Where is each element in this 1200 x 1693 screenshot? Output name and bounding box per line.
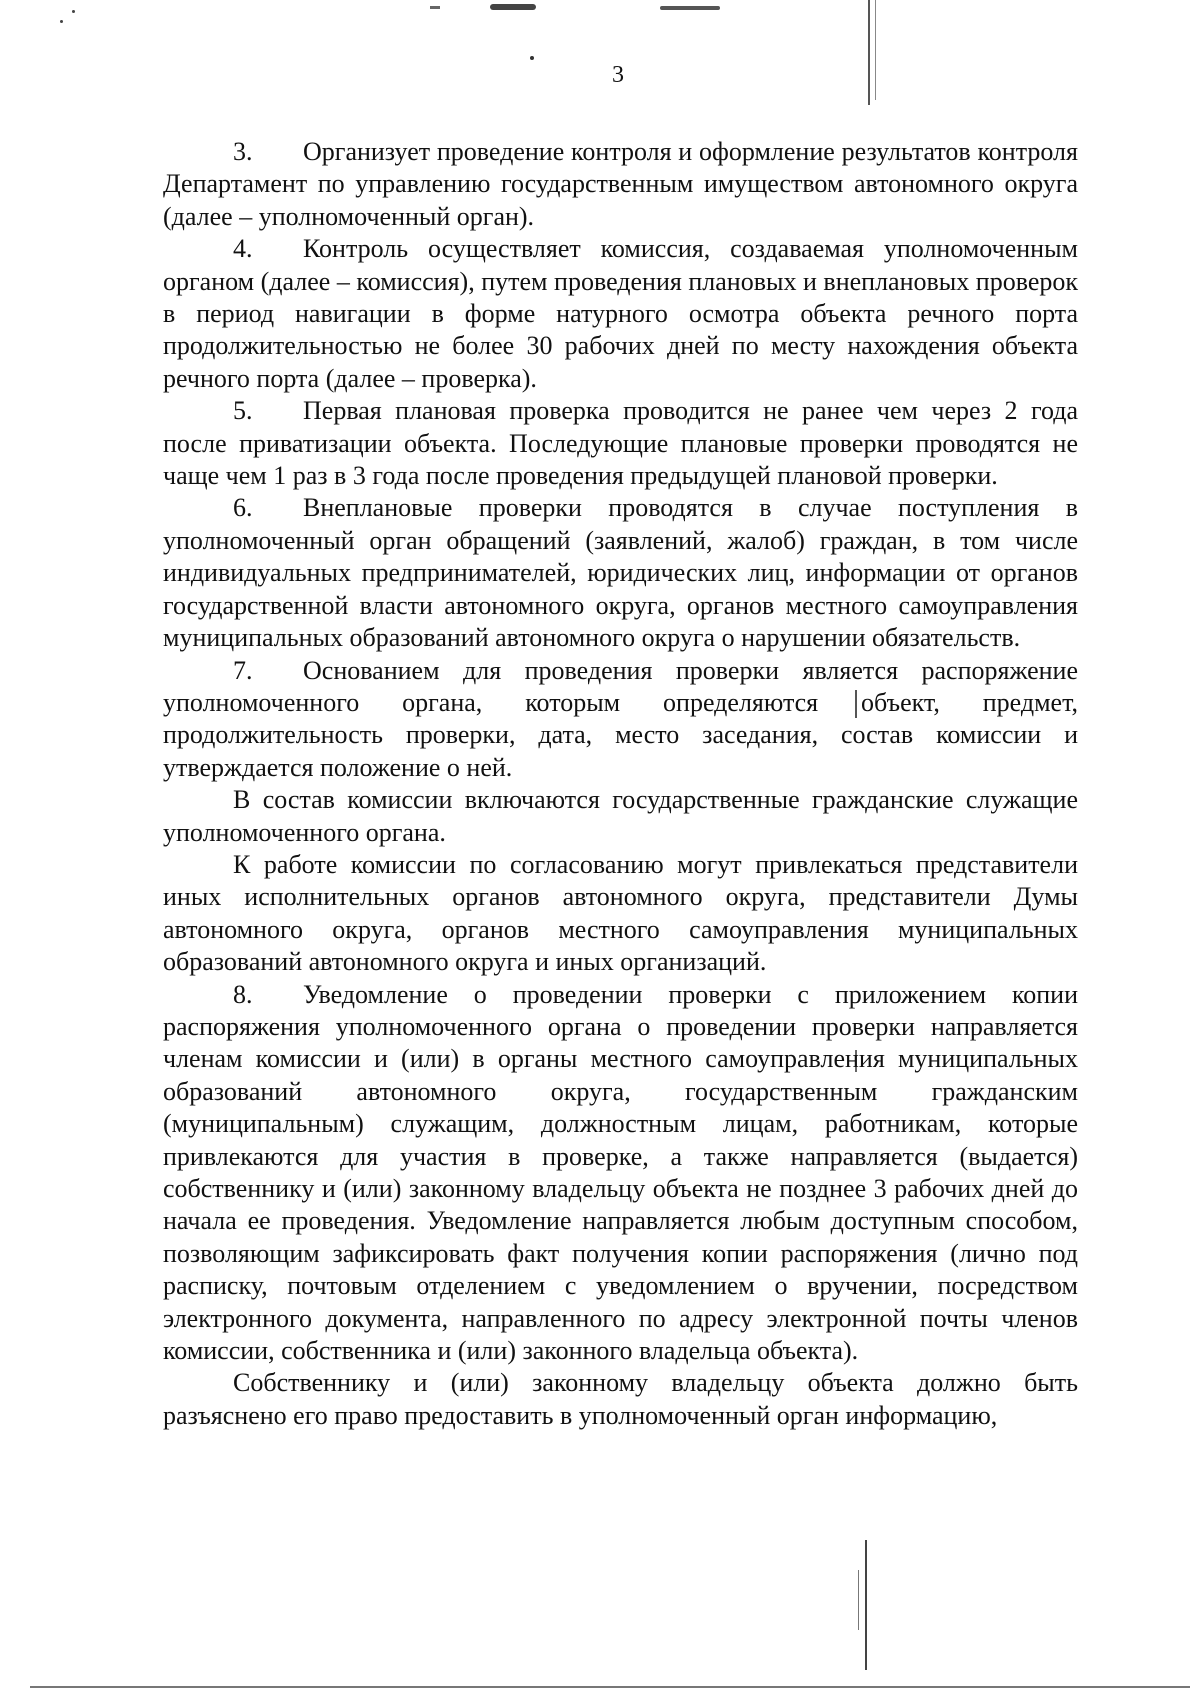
paragraph	[163, 1367, 1078, 1432]
scan-artifact-smudge	[430, 6, 440, 9]
scan-artifact-dot	[72, 10, 75, 13]
page-number: 3	[612, 62, 624, 88]
paragraph-text: Внеплановые проверки проводятся в случае поступления в уполномоченный орган обращений (заявлений, жалоб) граждан, в том числе индивидуальных предпринимателей, юридических лиц, информации от органов государственной власти автономного округа, органов местного самоуправления муниципальных образований автономного округа о нарушении обязательств.	[163, 493, 1078, 653]
document-body	[163, 136, 1078, 1432]
paragraph	[163, 395, 1078, 492]
paragraph-number: 5.	[233, 396, 253, 426]
paragraph	[163, 233, 1078, 395]
scan-artifact-line	[865, 1540, 867, 1670]
paragraph-text: Организует проведение контроля и оформление результатов контроля Департамент по управлению государственным имуществом автономного округа (далее – уполномоченный орган).	[163, 137, 1078, 231]
paragraph-number: 6.	[233, 493, 253, 523]
paragraph	[163, 655, 1078, 785]
paragraph	[163, 492, 1078, 654]
paragraph	[163, 136, 1078, 233]
paragraph-text: Основанием для проведения проверки является распоряжение уполномоченного органа, которым определяются объект, предмет, продолжительность проверки, дата, место заседания, состав комиссии и утверждается положение о ней.	[163, 655, 1078, 782]
paragraph	[163, 979, 1078, 1368]
paragraph-text: Собственнику и (или) законному владельцу объекта должно быть разъяснено его право предоставить в уполномоченный орган информацию,	[163, 1368, 1078, 1430]
scan-artifact-smudge	[490, 4, 536, 10]
paragraph	[163, 849, 1078, 979]
scan-artifact-edge	[30, 1686, 1190, 1688]
paragraph-text: Контроль осуществляет комиссия, создаваемая уполномоченным органом (далее – комиссия), путем проведения плановых и внеплановых проверок в период навигации в форме натурного осмотра объекта речного порта продолжительностью не более 30 рабочих дней по месту нахождения объекта речного порта (далее – проверка).	[163, 234, 1078, 393]
paragraph-number: 3.	[233, 137, 253, 166]
scan-artifact-line	[858, 1570, 859, 1630]
scan-artifact-smudge	[660, 6, 720, 10]
paragraph-number: 7.	[233, 655, 253, 685]
paragraph-text: К работе комиссии по согласованию могут привлекаться представители иных исполнительных органов автономного округа, представители Думы автономного округа, органов местного самоуправления муниципальных образований автономного округа и иных организаций.	[163, 849, 1078, 977]
paragraph-text: Первая плановая проверка проводится не ранее чем через 2 года после приватизации объекта. Последующие плановые проверки проводятся не чаще чем 1 раз в 3 года после проведения предыдущей плановой проверки.	[163, 396, 1078, 491]
paragraph-number: 8.	[233, 979, 253, 1009]
paragraph-number: 4.	[233, 234, 253, 264]
paragraph-text: В состав комиссии включаются государственные гражданские служащие уполномоченного органа.	[163, 785, 1078, 847]
paragraph	[163, 784, 1078, 849]
scan-artifact-dot	[60, 20, 63, 23]
paragraph-text: Уведомление о проведении проверки с приложением копии распоряжения уполномоченного органа о проведении проверки направляется членам комиссии и (или) в органы местного самоуправления муниципальных образований автономного округа, государственным гражданским (муниципальным) служащим, должностным лицам, работникам, которые привлекаются для участия в проверке, а также направляется (выдается) собственнику и (или) законному владельцу объекта не позднее 3 рабочих дней до начала ее проведения. Уведомление направляется любым доступным способом, позволяющим зафиксировать факт получения копии распоряжения (лично под расписку, почтовым отделением с уведомлением о вручении, посредством электронного документа, направленного по адресу электронной почты членов комиссии, собственника и (или) законного владельца объекта).	[163, 979, 1078, 1366]
